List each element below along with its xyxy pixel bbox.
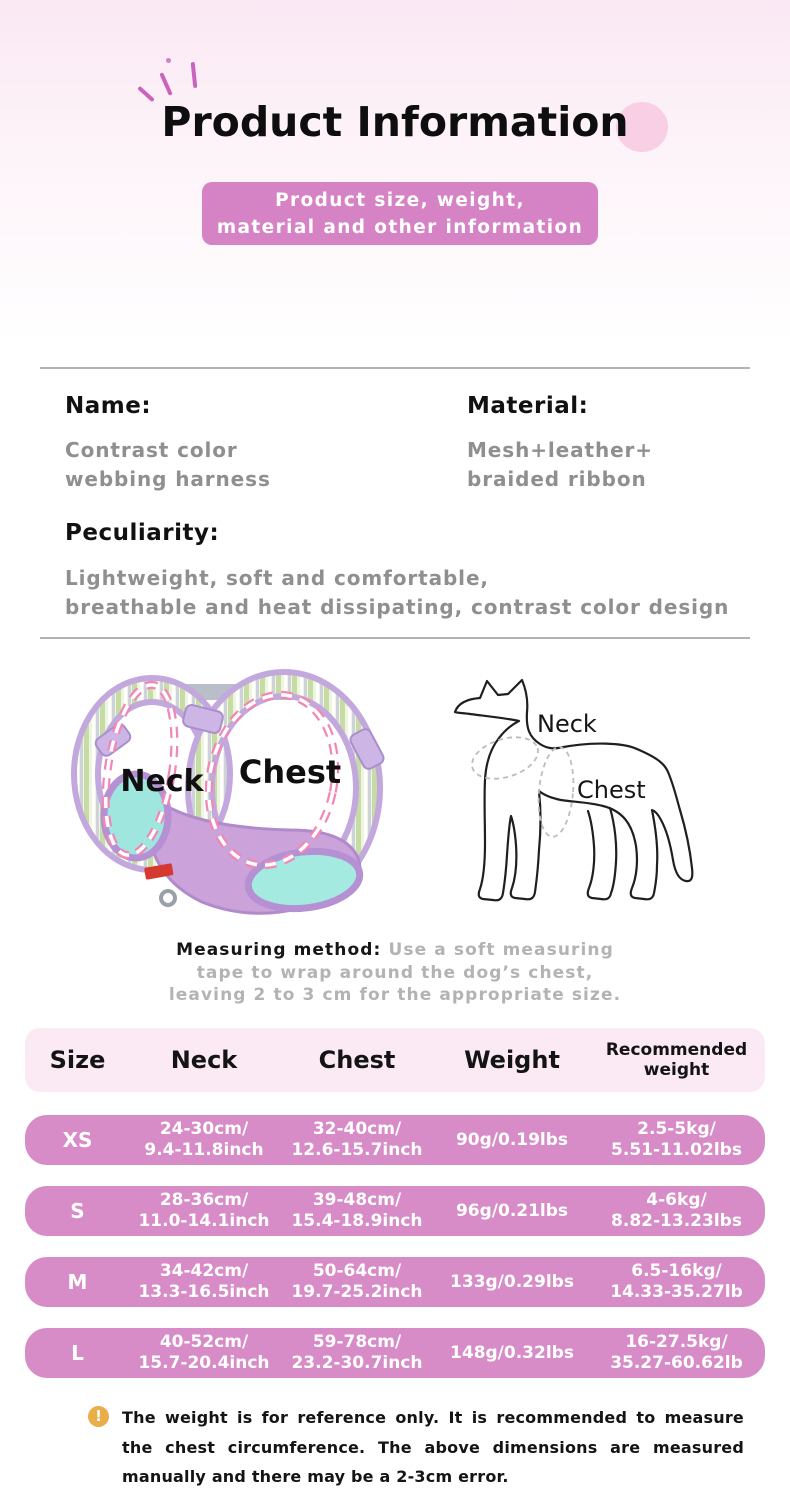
banner-line-1: Product size, weight, xyxy=(275,189,525,211)
header-size: Size xyxy=(49,1046,106,1074)
harness-chest-label: Chest xyxy=(238,753,342,791)
hero-gradient-background xyxy=(0,0,790,362)
size-table-header xyxy=(25,1028,765,1092)
peculiarity-value-line-2: breathable and heat dissipating, contrast color design xyxy=(65,595,730,619)
measuring-method-label: Measuring method: xyxy=(176,940,382,960)
measuring-method xyxy=(0,939,790,1007)
header-chest: Chest xyxy=(318,1046,396,1074)
measuring-method-line-3: leaving 2 to 3 cm for the appropriate size. xyxy=(168,985,622,1005)
header-rec-line-2: weight xyxy=(643,1060,710,1080)
material-label: Material: xyxy=(467,393,589,419)
name-value-line-1: Contrast color xyxy=(65,438,238,462)
harness-photo xyxy=(52,658,402,930)
banner-line-2: material and other information xyxy=(216,216,584,238)
header-rec-line-1: Recommended xyxy=(605,1040,748,1060)
cell-neck: 28-36cm/ 11.0-14.1inch xyxy=(138,1190,270,1231)
cell-chest: 32-40cm/ 12.6-15.7inch xyxy=(291,1119,423,1160)
cell-size: L xyxy=(71,1340,84,1365)
subtitle-banner xyxy=(202,182,598,245)
peculiarity-value xyxy=(65,564,729,622)
dog-chest-label: Chest xyxy=(577,776,646,804)
page-title: Product Information xyxy=(161,98,629,146)
peculiarity-label: Peculiarity: xyxy=(65,520,220,546)
warning-icon: ! xyxy=(88,1406,109,1427)
size-row-l xyxy=(25,1328,765,1378)
cell-recommended-weight: 2.5-5kg/ 5.51-11.02lbs xyxy=(611,1119,742,1160)
cell-neck: 24-30cm/ 9.4-11.8inch xyxy=(144,1119,264,1160)
cell-recommended-weight: 16-27.5kg/ 35.27-60.62lb xyxy=(610,1332,743,1373)
title-section xyxy=(0,98,790,146)
header-neck: Neck xyxy=(170,1046,238,1074)
cell-weight: 90g/0.19lbs xyxy=(455,1129,569,1150)
size-row-m xyxy=(25,1257,765,1307)
cell-chest: 39-48cm/ 15.4-18.9inch xyxy=(291,1190,423,1231)
size-row-s xyxy=(25,1186,765,1236)
cell-chest: 59-78cm/ 23.2-30.7inch xyxy=(291,1332,423,1373)
cell-neck: 34-42cm/ 13.3-16.5inch xyxy=(138,1261,270,1302)
size-row-xs xyxy=(25,1115,765,1165)
measuring-method-line-1: Use a soft measuring xyxy=(388,940,614,960)
dog-neck-measure-line xyxy=(467,730,543,786)
dog-diagram xyxy=(425,650,760,950)
cell-recommended-weight: 4-6kg/ 8.82-13.23lbs xyxy=(611,1190,742,1231)
material-value-line-2: braided ribbon xyxy=(467,467,647,491)
material-value xyxy=(467,436,653,494)
cell-size: XS xyxy=(62,1127,93,1152)
header-recommended-weight xyxy=(588,1040,765,1080)
name-value-line-2: webbing harness xyxy=(65,467,271,491)
name-value xyxy=(65,436,271,494)
cell-recommended-weight: 6.5-16kg/ 14.33-35.27lb xyxy=(610,1261,743,1302)
sparkle-dash-icon xyxy=(191,62,198,88)
cell-chest: 50-64cm/ 19.7-25.2inch xyxy=(291,1261,423,1302)
material-value-line-1: Mesh+leather+ xyxy=(467,438,653,462)
cell-weight: 96g/0.21lbs xyxy=(455,1200,569,1221)
dog-far-hind-leg xyxy=(588,808,616,899)
measuring-method-line-2: tape to wrap around the dog’s chest, xyxy=(196,962,594,983)
dog-neck-label: Neck xyxy=(537,710,597,738)
harness-neck-label: Neck xyxy=(120,764,204,799)
name-label: Name: xyxy=(65,393,152,419)
peculiarity-value-line-1: Lightweight, soft and comfortable, xyxy=(65,566,489,590)
sparkle-dash-icon xyxy=(159,72,172,96)
cell-weight: 133g/0.29lbs xyxy=(450,1271,574,1292)
cell-size: S xyxy=(70,1198,85,1223)
section-divider-top xyxy=(40,367,750,369)
footer-note: The weight is for reference only. It is recommended to measure the chest circumference. The above dimensions are measured manually and there may be a 2-3cm error. xyxy=(122,1408,744,1486)
header-weight: Weight xyxy=(464,1046,560,1074)
harness-d-ring-icon xyxy=(161,891,175,905)
cell-weight: 148g/0.32lbs xyxy=(450,1342,574,1363)
sparkle-dot-icon xyxy=(166,58,171,63)
cell-neck: 40-52cm/ 15.7-20.4inch xyxy=(138,1332,270,1373)
cell-size: M xyxy=(67,1269,88,1294)
section-divider-bottom xyxy=(40,637,750,639)
